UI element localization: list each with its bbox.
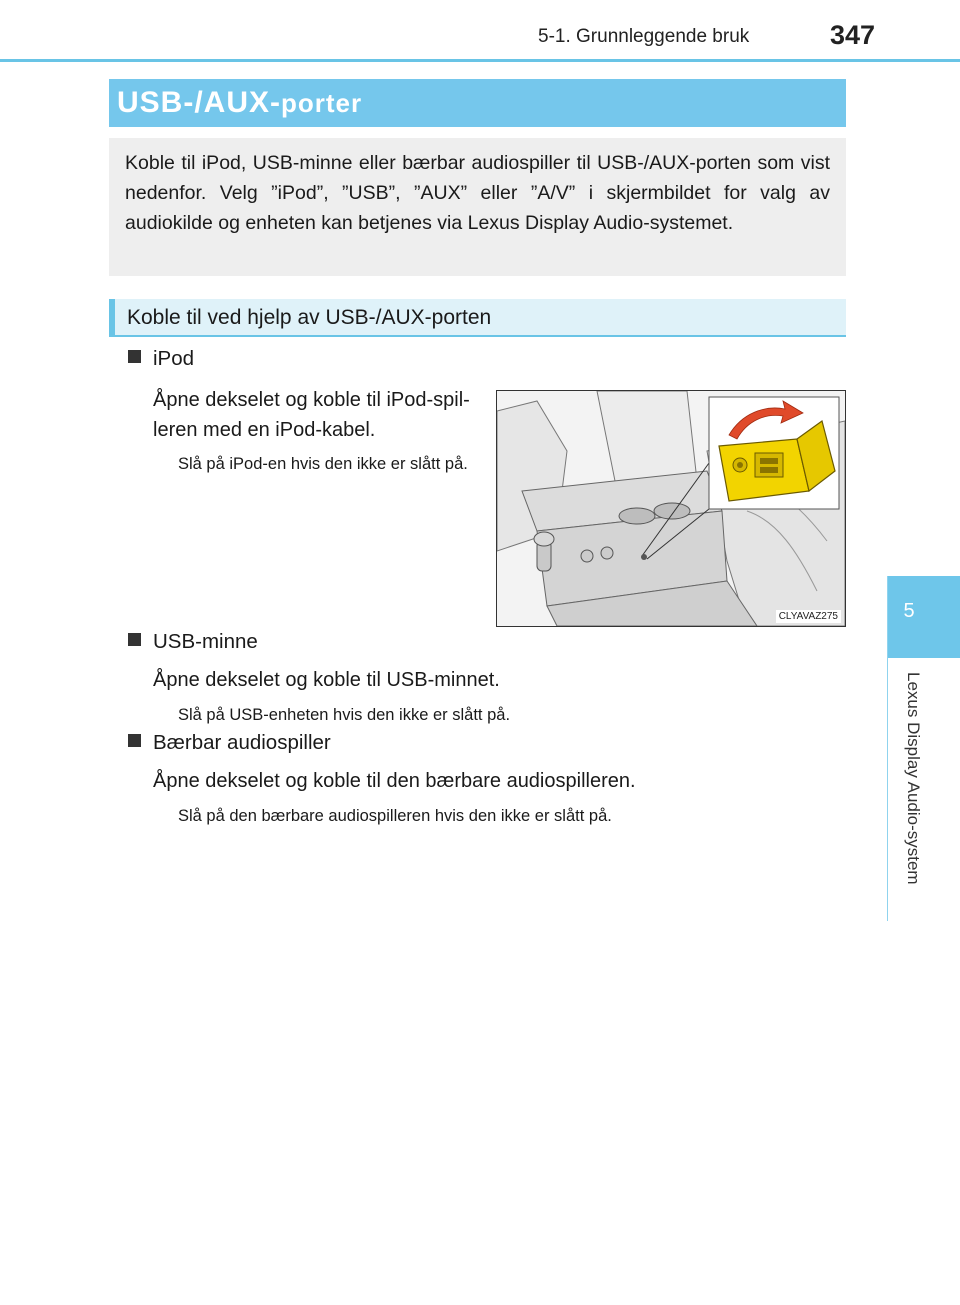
header-divider — [0, 59, 960, 62]
section-note-ipod: Slå på iPod-en hvis den ikke er slått på. — [178, 455, 468, 473]
figure-code: CLYAVAZ275 — [776, 610, 841, 623]
page-title-main: USB-/AUX- — [117, 86, 281, 119]
console-drawing — [497, 391, 845, 626]
section-heading-label: iPod — [153, 347, 195, 370]
usb-port-illustration — [496, 390, 846, 627]
square-bullet-icon — [128, 734, 141, 747]
section-heading-label: Bærbar audiospiller — [153, 731, 331, 754]
chapter-tab-number: 5 — [903, 600, 915, 622]
chapter-tab-label: Lexus Display Audio-system — [904, 672, 923, 885]
subsection-heading: Koble til ved hjelp av USB-/AUX-porten — [109, 299, 846, 337]
header-section-title: 5-1. Grunnleggende bruk — [538, 26, 750, 47]
section-note-usb: Slå på USB-enheten hvis den ikke er slått på. — [178, 706, 511, 724]
section-body-ipod: Åpne dekselet og koble til iPod-spil-leren med en iPod-kabel. — [153, 389, 470, 441]
square-bullet-icon — [128, 350, 141, 363]
page-title — [109, 79, 846, 127]
section-body-portable: Åpne dekselet og koble til den bærbare audiospilleren. — [153, 770, 636, 792]
section-heading-portable — [128, 731, 331, 755]
section-note-portable: Slå på den bærbare audiospilleren hvis den ikke er slått på. — [178, 807, 612, 825]
intro-text: Koble til iPod, USB-minne eller bærbar audiospiller til USB-/AUX-porten som vist nedenfor. Velg ”iPod”, ”USB”, ”AUX” eller ”A/V” i skjermbildet for valg av audiokilde og enheten kan betjenes via Lexus Display Audio-systemet. — [125, 152, 830, 234]
page-number: 347 — [830, 20, 876, 50]
square-bullet-icon — [128, 633, 141, 646]
section-heading-ipod — [128, 347, 194, 371]
chapter-tab-divider — [887, 576, 888, 921]
section-body-usb: Åpne dekselet og koble til USB-minnet. — [153, 669, 500, 691]
section-heading-usb — [128, 630, 258, 654]
intro-box — [109, 138, 846, 276]
section-heading-label: USB-minne — [153, 630, 258, 653]
page-title-suffix: porter — [281, 88, 363, 118]
